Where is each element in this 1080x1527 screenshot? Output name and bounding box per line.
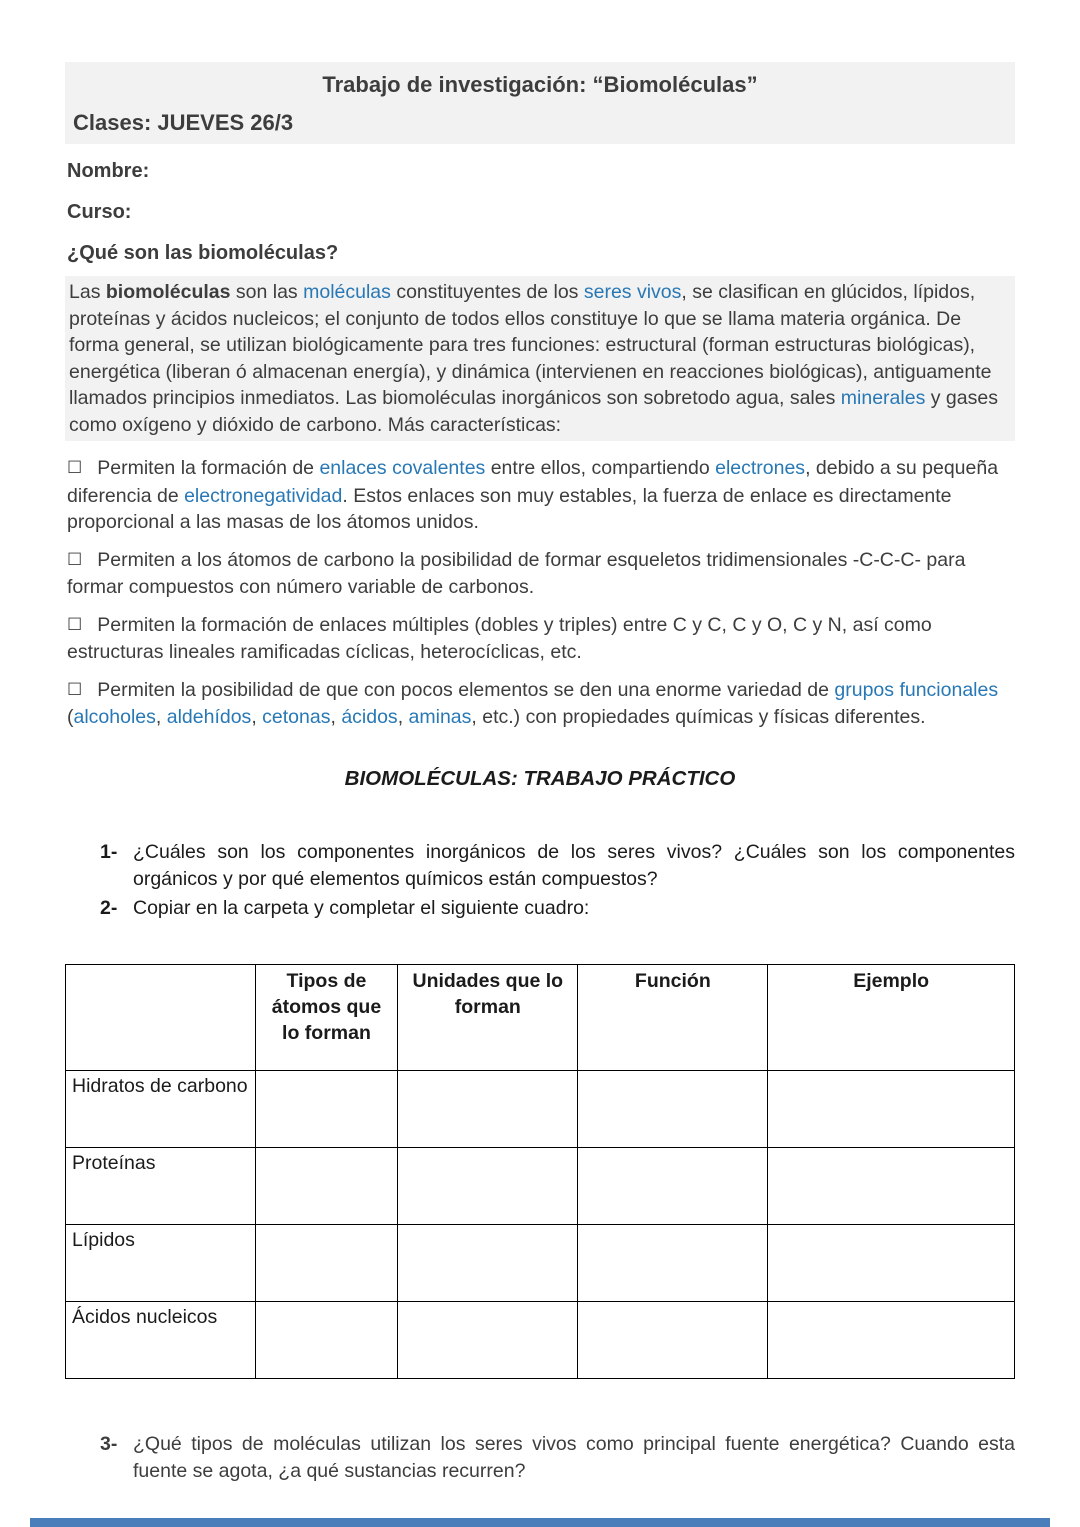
row-label-cell: Hidratos de carbono <box>66 1070 256 1147</box>
text-segment: , etc.) con propiedades químicas y físicas diferentes. <box>471 706 926 728</box>
completion-table <box>65 964 1015 1379</box>
question-text: Copiar en la carpeta y completar el siguiente cuadro: <box>133 896 590 919</box>
empty-cell <box>398 1301 578 1378</box>
table-header-cell: Ejemplo <box>768 964 1015 1070</box>
empty-cell <box>255 1070 397 1147</box>
section-question-heading: ¿Qué son las biomoléculas? <box>67 242 339 264</box>
hyperlink[interactable]: alcoholes <box>73 706 156 728</box>
table-row <box>66 1224 1015 1301</box>
bullet-item <box>65 677 1015 731</box>
text-segment: Permiten la formación de enlaces múltiples (dobles y triples) entre C y C, C y O, C y N, así como estructuras lineales ramificadas cíclicas, heterocíclicas, etc. <box>67 613 932 663</box>
checkbox-icon: ☐ <box>67 549 83 569</box>
question-number: 2- <box>100 896 118 919</box>
bullet-text <box>67 679 998 729</box>
table-header-cell: Función <box>578 964 768 1070</box>
question-number: 1- <box>100 840 118 863</box>
hyperlink[interactable]: electronegatividad <box>184 484 343 507</box>
bullet-text <box>67 549 965 599</box>
text-segment: y gases como oxígeno y dióxido de carbono. Más características: <box>69 387 998 436</box>
question-text: ¿Qué tipos de moléculas utilizan los seres vivos como principal fuente energética? Cuando esta fuente se agota, ¿a qué sustancias recurren? <box>133 1432 1015 1482</box>
table-header-cell <box>66 964 256 1070</box>
question-number: 3- <box>100 1432 118 1455</box>
questions-list <box>65 839 1015 922</box>
question-item <box>65 1431 1015 1485</box>
table-row <box>66 1301 1015 1378</box>
bullet-text <box>67 457 998 533</box>
hyperlink[interactable]: minerales <box>840 387 926 409</box>
bullet-item <box>65 612 1015 666</box>
nombre-label: Nombre: <box>67 160 150 182</box>
text-segment: Permiten la formación de <box>97 457 320 479</box>
empty-cell <box>578 1301 768 1378</box>
question-item <box>65 839 1015 893</box>
text-segment: . Estos enlaces son muy estables, la fuerza de enlace es directamente proporcional a las masas de los átomos unidos. <box>67 484 952 533</box>
table-header-cell: Unidades que lo forman <box>398 964 578 1070</box>
question-text: ¿Cuáles son los componentes inorgánicos de los seres vivos? ¿Cuáles son los componentes orgánicos y por qué elementos químicos están compuestos? <box>133 840 1015 890</box>
empty-cell <box>398 1224 578 1301</box>
text-segment: , debido a su pequeña diferencia de <box>67 457 999 507</box>
hyperlink[interactable]: aldehídos <box>166 706 252 728</box>
text-segment: Permiten la posibilidad de que con pocos elementos se den una enorme variedad de <box>97 678 835 701</box>
text-segment: , <box>251 706 263 728</box>
hyperlink[interactable]: electrones <box>715 457 806 479</box>
checkbox-icon: ☐ <box>67 458 83 477</box>
question-item <box>65 895 1015 922</box>
document-header <box>65 62 1015 144</box>
text-segment: ( <box>67 706 74 728</box>
bottom-accent-bar <box>30 1518 1050 1527</box>
hyperlink[interactable]: cetonas <box>262 706 331 728</box>
curso-label: Curso: <box>67 201 132 223</box>
characteristics-list <box>65 455 1015 731</box>
empty-cell <box>398 1147 578 1224</box>
hyperlink[interactable]: enlaces covalentes <box>319 457 486 479</box>
hyperlink[interactable]: seres vivos <box>583 281 682 303</box>
text-segment: , <box>330 706 342 728</box>
bullet-text <box>67 614 932 664</box>
text-segment: entre ellos, compartiendo <box>485 457 716 479</box>
empty-cell <box>255 1147 397 1224</box>
hyperlink[interactable]: aminas <box>408 706 472 728</box>
bullet-item <box>65 455 1015 536</box>
text-segment: son las <box>230 281 304 303</box>
text-segment: Las <box>69 281 106 303</box>
table-header-cell: Tipos de átomos que lo forman <box>255 964 397 1070</box>
hyperlink[interactable]: ácidos <box>341 706 398 728</box>
empty-cell <box>255 1301 397 1378</box>
table-header-row <box>66 964 1015 1070</box>
empty-cell <box>398 1070 578 1147</box>
row-label-cell: Ácidos nucleicos <box>66 1301 256 1378</box>
empty-cell <box>255 1224 397 1301</box>
bullet-item <box>65 547 1015 601</box>
text-segment: constituyentes de los <box>390 281 584 303</box>
clases-heading: Clases: JUEVES 26/3 <box>73 110 294 135</box>
intro-paragraph <box>65 276 1015 441</box>
text-segment: biomoléculas <box>105 281 231 303</box>
page-title: Trabajo de investigación: “Biomoléculas” <box>322 72 758 97</box>
hyperlink[interactable]: grupos funcionales <box>834 678 999 701</box>
empty-cell <box>578 1147 768 1224</box>
text-segment: , <box>155 706 167 728</box>
table-row <box>66 1070 1015 1147</box>
empty-cell <box>578 1224 768 1301</box>
empty-cell <box>768 1147 1015 1224</box>
empty-cell <box>768 1224 1015 1301</box>
text-segment: , se clasifican en glúcidos, lípidos, proteínas y ácidos nucleicos; el conjunto de todos ellos constituye lo que se llama materia orgánica. De forma general, se utilizan biológicamente para tres funciones: estructural (forman estructuras biológicas), energética (liberan ó almacenan energía), y dinámica (intervienen en reacciones biológicas), antiguamente llamados principios inmediatos. Las biomoléculas inorgánicos son sobretodo agua, sales <box>69 281 992 409</box>
text-segment: , <box>397 706 409 728</box>
empty-cell <box>768 1070 1015 1147</box>
checkbox-icon: ☐ <box>67 679 83 699</box>
row-label-cell: Lípidos <box>66 1224 256 1301</box>
hyperlink[interactable]: moléculas <box>303 281 391 303</box>
row-label-cell: Proteínas <box>66 1147 256 1224</box>
checkbox-icon: ☐ <box>67 614 83 634</box>
practico-section-title: BIOMOLÉCULAS: TRABAJO PRÁCTICO <box>344 766 736 790</box>
table-row <box>66 1147 1015 1224</box>
text-segment: Permiten a los átomos de carbono la posibilidad de formar esqueletos tridimensionales -C-C-C- para formar compuestos con número variable de carbonos. <box>67 548 966 598</box>
empty-cell <box>578 1070 768 1147</box>
empty-cell <box>768 1301 1015 1378</box>
